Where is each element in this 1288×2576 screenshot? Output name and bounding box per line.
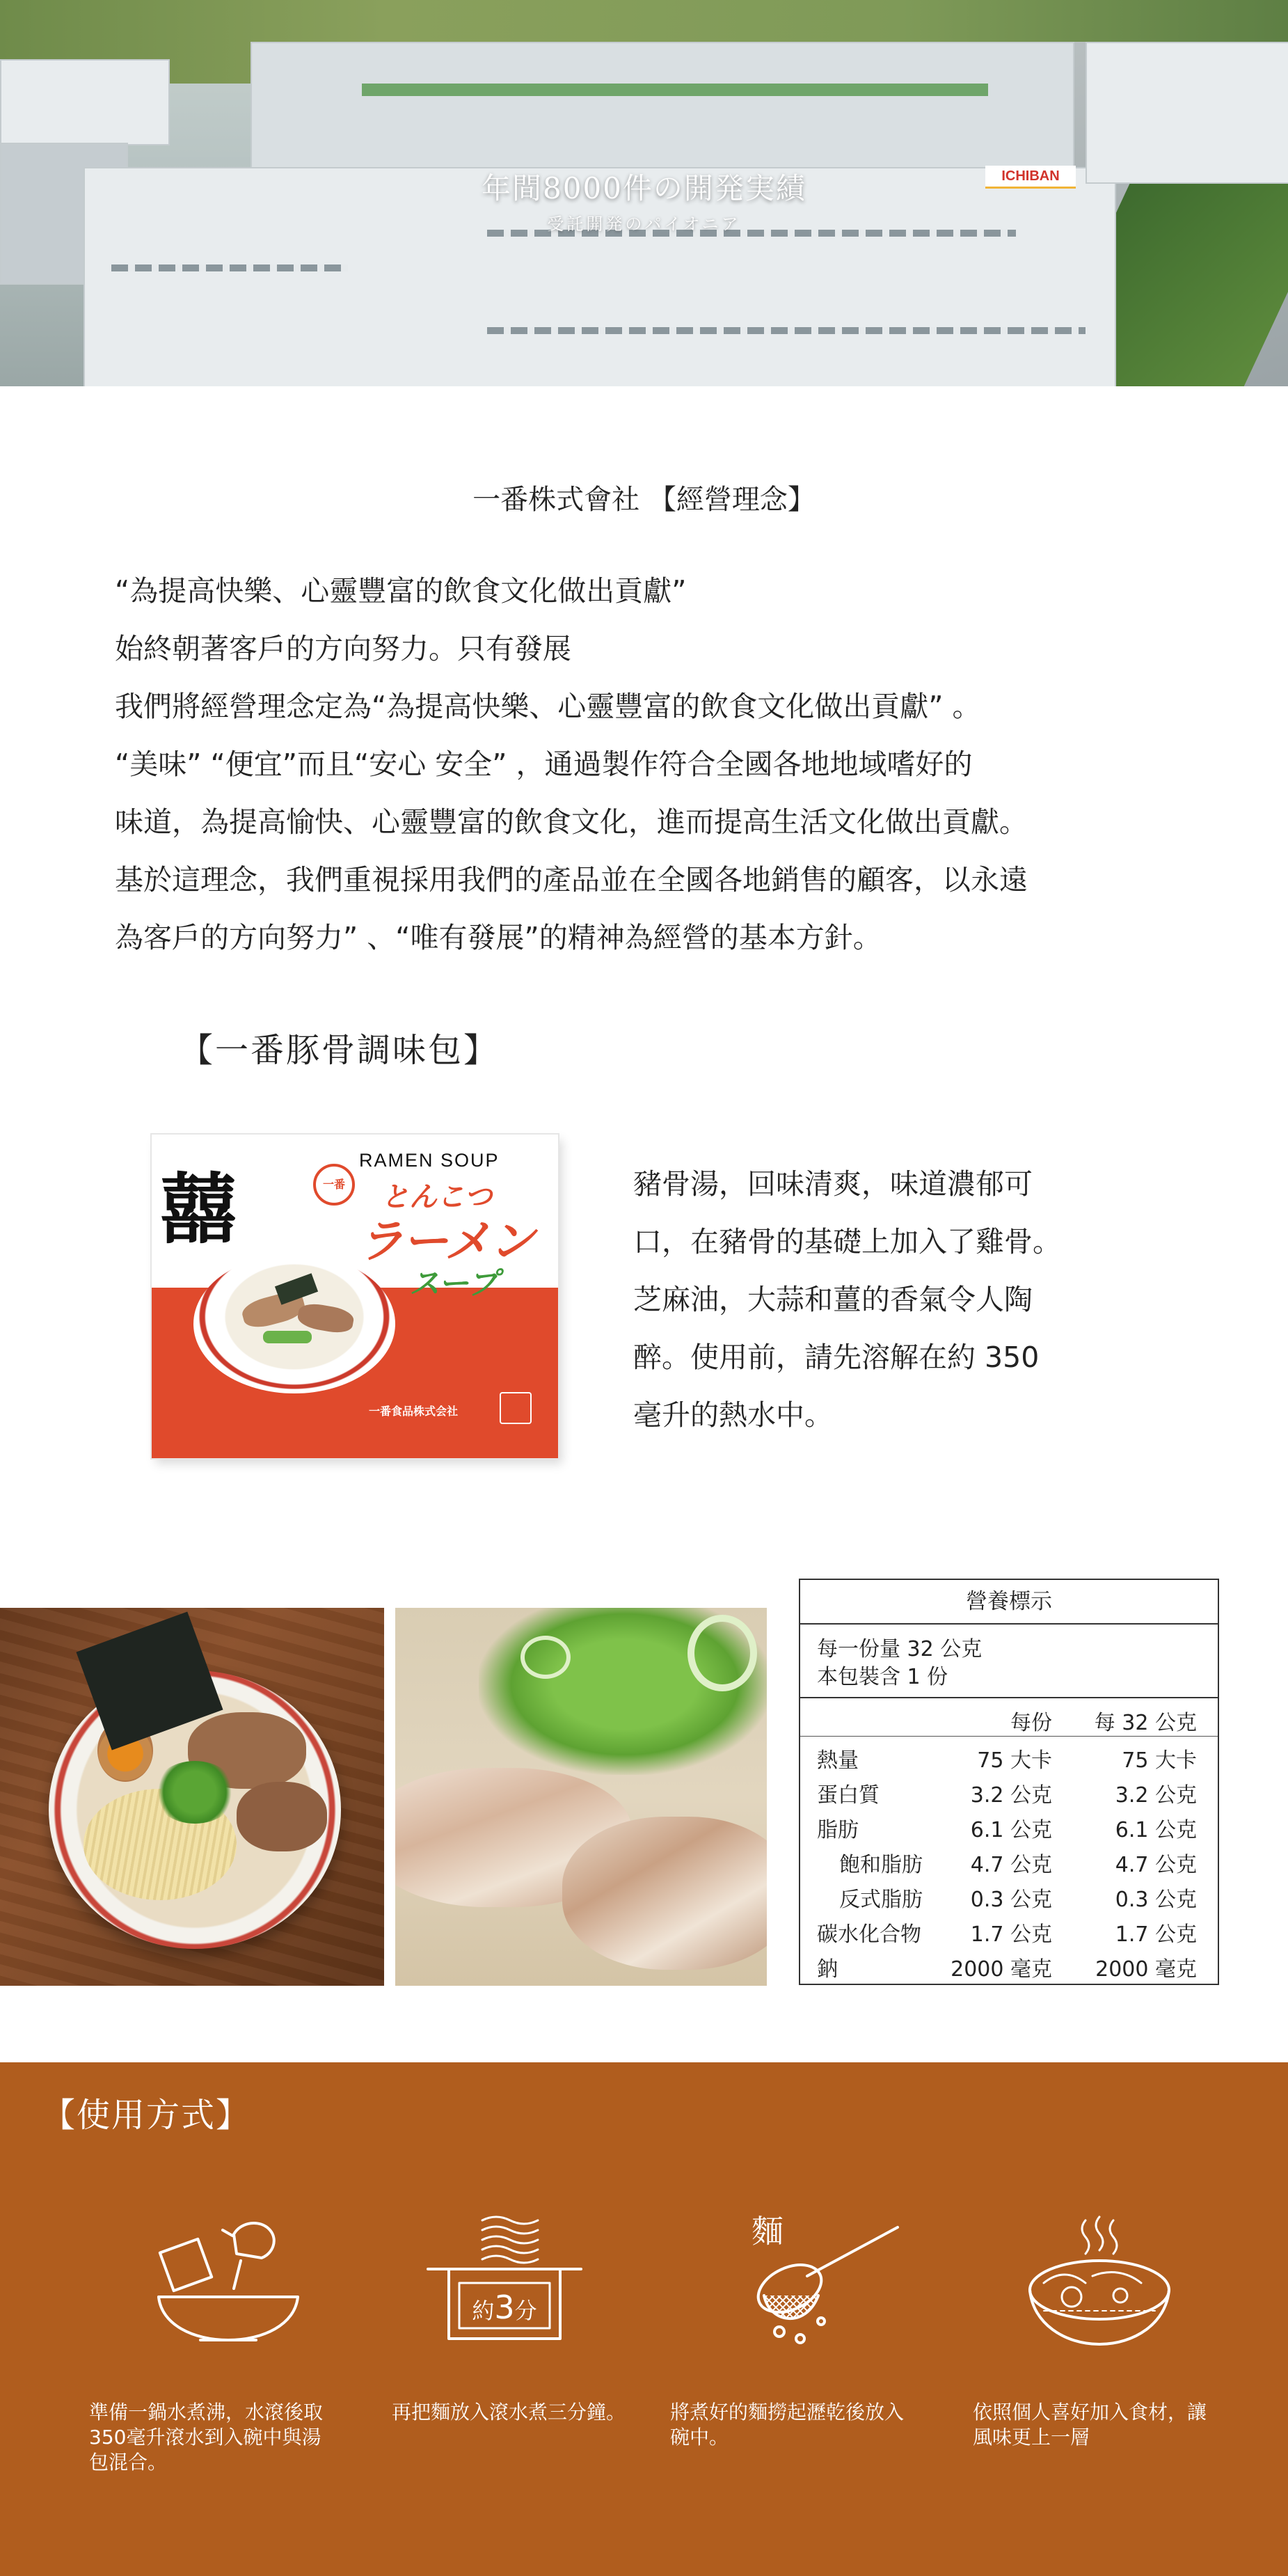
product-description-line: 毫升的熱水中。 — [633, 1398, 833, 1432]
hero-banner — [0, 0, 1288, 386]
timer-label — [459, 2289, 550, 2326]
timer-prefix: 約 — [472, 2298, 495, 2324]
nutrient-per-32g: 2000 毫克 — [1095, 1957, 1197, 1982]
philosophy-line: 基於這理念，我們重視採用我們的產品並在全國各地銷售的顧客，以永遠 — [115, 863, 1028, 896]
hero-windows — [111, 264, 348, 271]
package-soup-label: スープ — [409, 1266, 498, 1302]
nutrition-row — [800, 1917, 1218, 1952]
usage-step-text: 再把麵放入滾水煮三分鐘。 — [392, 2401, 626, 2424]
philosophy-line: “美味” “便宜”而且“安心 安全” ，通過製作符合全國各地地域嗜好的 — [115, 748, 973, 781]
timer-suffix: 分 — [514, 2298, 537, 2324]
pot-outline-icon — [421, 2206, 588, 2353]
nutrient-per-32g: 6.1 公克 — [1115, 1818, 1197, 1842]
product-description-line: 豬骨湯，回味清爽，味道濃郁可 — [633, 1167, 1033, 1201]
nutrient-per-serving: 2000 毫克 — [951, 1957, 1052, 1982]
nutrient-per-32g: 75 大卡 — [1122, 1748, 1197, 1773]
usage-title: 【使用方式】 — [42, 2096, 251, 2135]
nutrient-name: 飽和脂肪 — [839, 1853, 923, 1877]
nutrition-serving-size: 每一份量 32 公克 — [817, 1637, 983, 1661]
nutrient-per-serving: 0.3 公克 — [970, 1888, 1052, 1912]
nutrient-per-serving: 4.7 公克 — [970, 1853, 1052, 1877]
nutrition-servings: 本包裝含 1 份 — [817, 1665, 948, 1689]
nutrient-name: 脂肪 — [817, 1818, 859, 1842]
nutrient-per-32g: 1.7 公克 — [1115, 1922, 1197, 1947]
package-ramen-bowl-picture — [193, 1254, 395, 1393]
nutrient-name: 蛋白質 — [817, 1783, 880, 1808]
hero-building-right — [1086, 42, 1288, 184]
usage-step-text: 依照個人喜好加入食材，讓風味更上一層 — [973, 2401, 1207, 2449]
chashu-pork — [237, 1782, 327, 1851]
hero-subtitle: 受託開発のパイオニア — [547, 214, 741, 234]
philosophy-line: 我們將經營理念定為“為提高快樂、心靈豐富的飲食文化做出貢獻” 。 — [115, 690, 981, 723]
nutrient-per-serving: 3.2 公克 — [970, 1783, 1052, 1808]
usage-step-text: 將煮好的麵撈起瀝乾後放入碗中。 — [670, 2401, 905, 2449]
nutrient-per-32g: 4.7 公克 — [1115, 1853, 1197, 1877]
nutrition-title: 營養標示 — [800, 1580, 1218, 1625]
package-ramen-label: ラーメン — [358, 1215, 534, 1268]
timer-number: 3 — [494, 2289, 515, 2326]
nutrient-per-32g: 0.3 公克 — [1115, 1888, 1197, 1912]
nutrient-per-serving: 75 大卡 — [977, 1748, 1052, 1773]
nutrition-divider — [800, 1697, 1218, 1698]
ramen-bowl-icon — [1016, 2206, 1183, 2353]
usage-step-text: 準備一鍋水煮沸，水滾後取350毫升滾水到入碗中與湯包混合。 — [89, 2401, 324, 2474]
nutrition-row — [800, 1812, 1218, 1847]
nutrition-row — [800, 1882, 1218, 1917]
hero-title: 年間8000件の開発実績 — [482, 171, 806, 205]
philosophy-line: 味道，為提高愉快、心靈豐富的飲食文化，進而提高生活文化做出貢獻。 — [115, 805, 1028, 839]
nutrition-row — [800, 1743, 1218, 1778]
philosophy-line: 始終朝著客戶的方向努力。只有發展 — [115, 632, 571, 665]
philosophy-title: 一番株式會社 【經營理念】 — [472, 484, 816, 516]
nutrition-row — [800, 1778, 1218, 1812]
package-ichiban-logo: 一番 — [313, 1164, 355, 1206]
nutrient-per-serving: 6.1 公克 — [970, 1818, 1052, 1842]
ramen-closeup-photo — [395, 1608, 767, 1986]
nutrition-column-header: 每份 — [1010, 1711, 1052, 1735]
scallion — [263, 1331, 312, 1343]
green-onions — [153, 1761, 237, 1824]
product-description-line: 口，在豬骨的基礎上加入了雞骨。 — [633, 1225, 1061, 1258]
nutrition-row — [800, 1952, 1218, 1986]
product-description-line: 醉。使用前，請先溶解在約 350 — [633, 1341, 1040, 1374]
strainer-icon — [738, 2206, 905, 2353]
package-seal-icon — [500, 1392, 532, 1424]
package-tonkotsu-label: とんこつ — [381, 1181, 493, 1213]
product-description-line: 芝麻油，大蒜和薑的香氣令人陶 — [633, 1283, 1033, 1316]
nutrient-per-32g: 3.2 公克 — [1115, 1783, 1197, 1808]
package-double-happiness-mark: 囍 — [160, 1164, 232, 1254]
onion-ring — [687, 1615, 757, 1691]
philosophy-line: 為客戶的方向努力” 、“唯有發展”的精神為經營的基本方針。 — [115, 921, 882, 954]
nutrition-divider — [800, 1736, 1218, 1737]
hero-building-left — [0, 59, 170, 145]
nutrient-per-serving: 1.7 公克 — [970, 1922, 1052, 1947]
ramen-bowl-photo — [0, 1608, 384, 1986]
nutrition-facts-table — [799, 1579, 1219, 1985]
nutrient-name: 碳水化合物 — [817, 1922, 921, 1947]
hero-brand-sign: ICHIBAN — [985, 166, 1076, 189]
noodle-character: 麵 — [752, 2213, 784, 2250]
philosophy-line: “為提高快樂、心靈豐富的飲食文化做出貢獻” — [115, 574, 687, 608]
package-ramen-soup-label: RAMEN SOUP — [359, 1150, 500, 1171]
nutrient-name: 反式脂肪 — [839, 1888, 923, 1912]
package-maker-name: 一番食品株式会社 — [369, 1405, 459, 1418]
chashu-pork — [562, 1817, 767, 1970]
nutrition-column-header: 每 32 公克 — [1094, 1711, 1197, 1735]
nutrient-name: 熱量 — [817, 1748, 859, 1773]
product-heading: 【一番豚骨調味包】 — [180, 1031, 500, 1070]
boil-noodles-pot-icon — [421, 2206, 588, 2353]
product-description — [633, 1155, 1134, 1444]
onion-ring — [520, 1636, 571, 1679]
nutrient-name: 鈉 — [817, 1957, 838, 1982]
nutrition-row — [800, 1847, 1218, 1882]
soup-package-image — [152, 1135, 558, 1458]
hero-factory-roof — [251, 42, 1074, 170]
pour-water-bowl-icon — [152, 2206, 319, 2353]
strainer-noodles-icon — [738, 2206, 905, 2353]
hero-roof-stripe — [362, 84, 988, 96]
hero-windows — [487, 327, 1086, 334]
